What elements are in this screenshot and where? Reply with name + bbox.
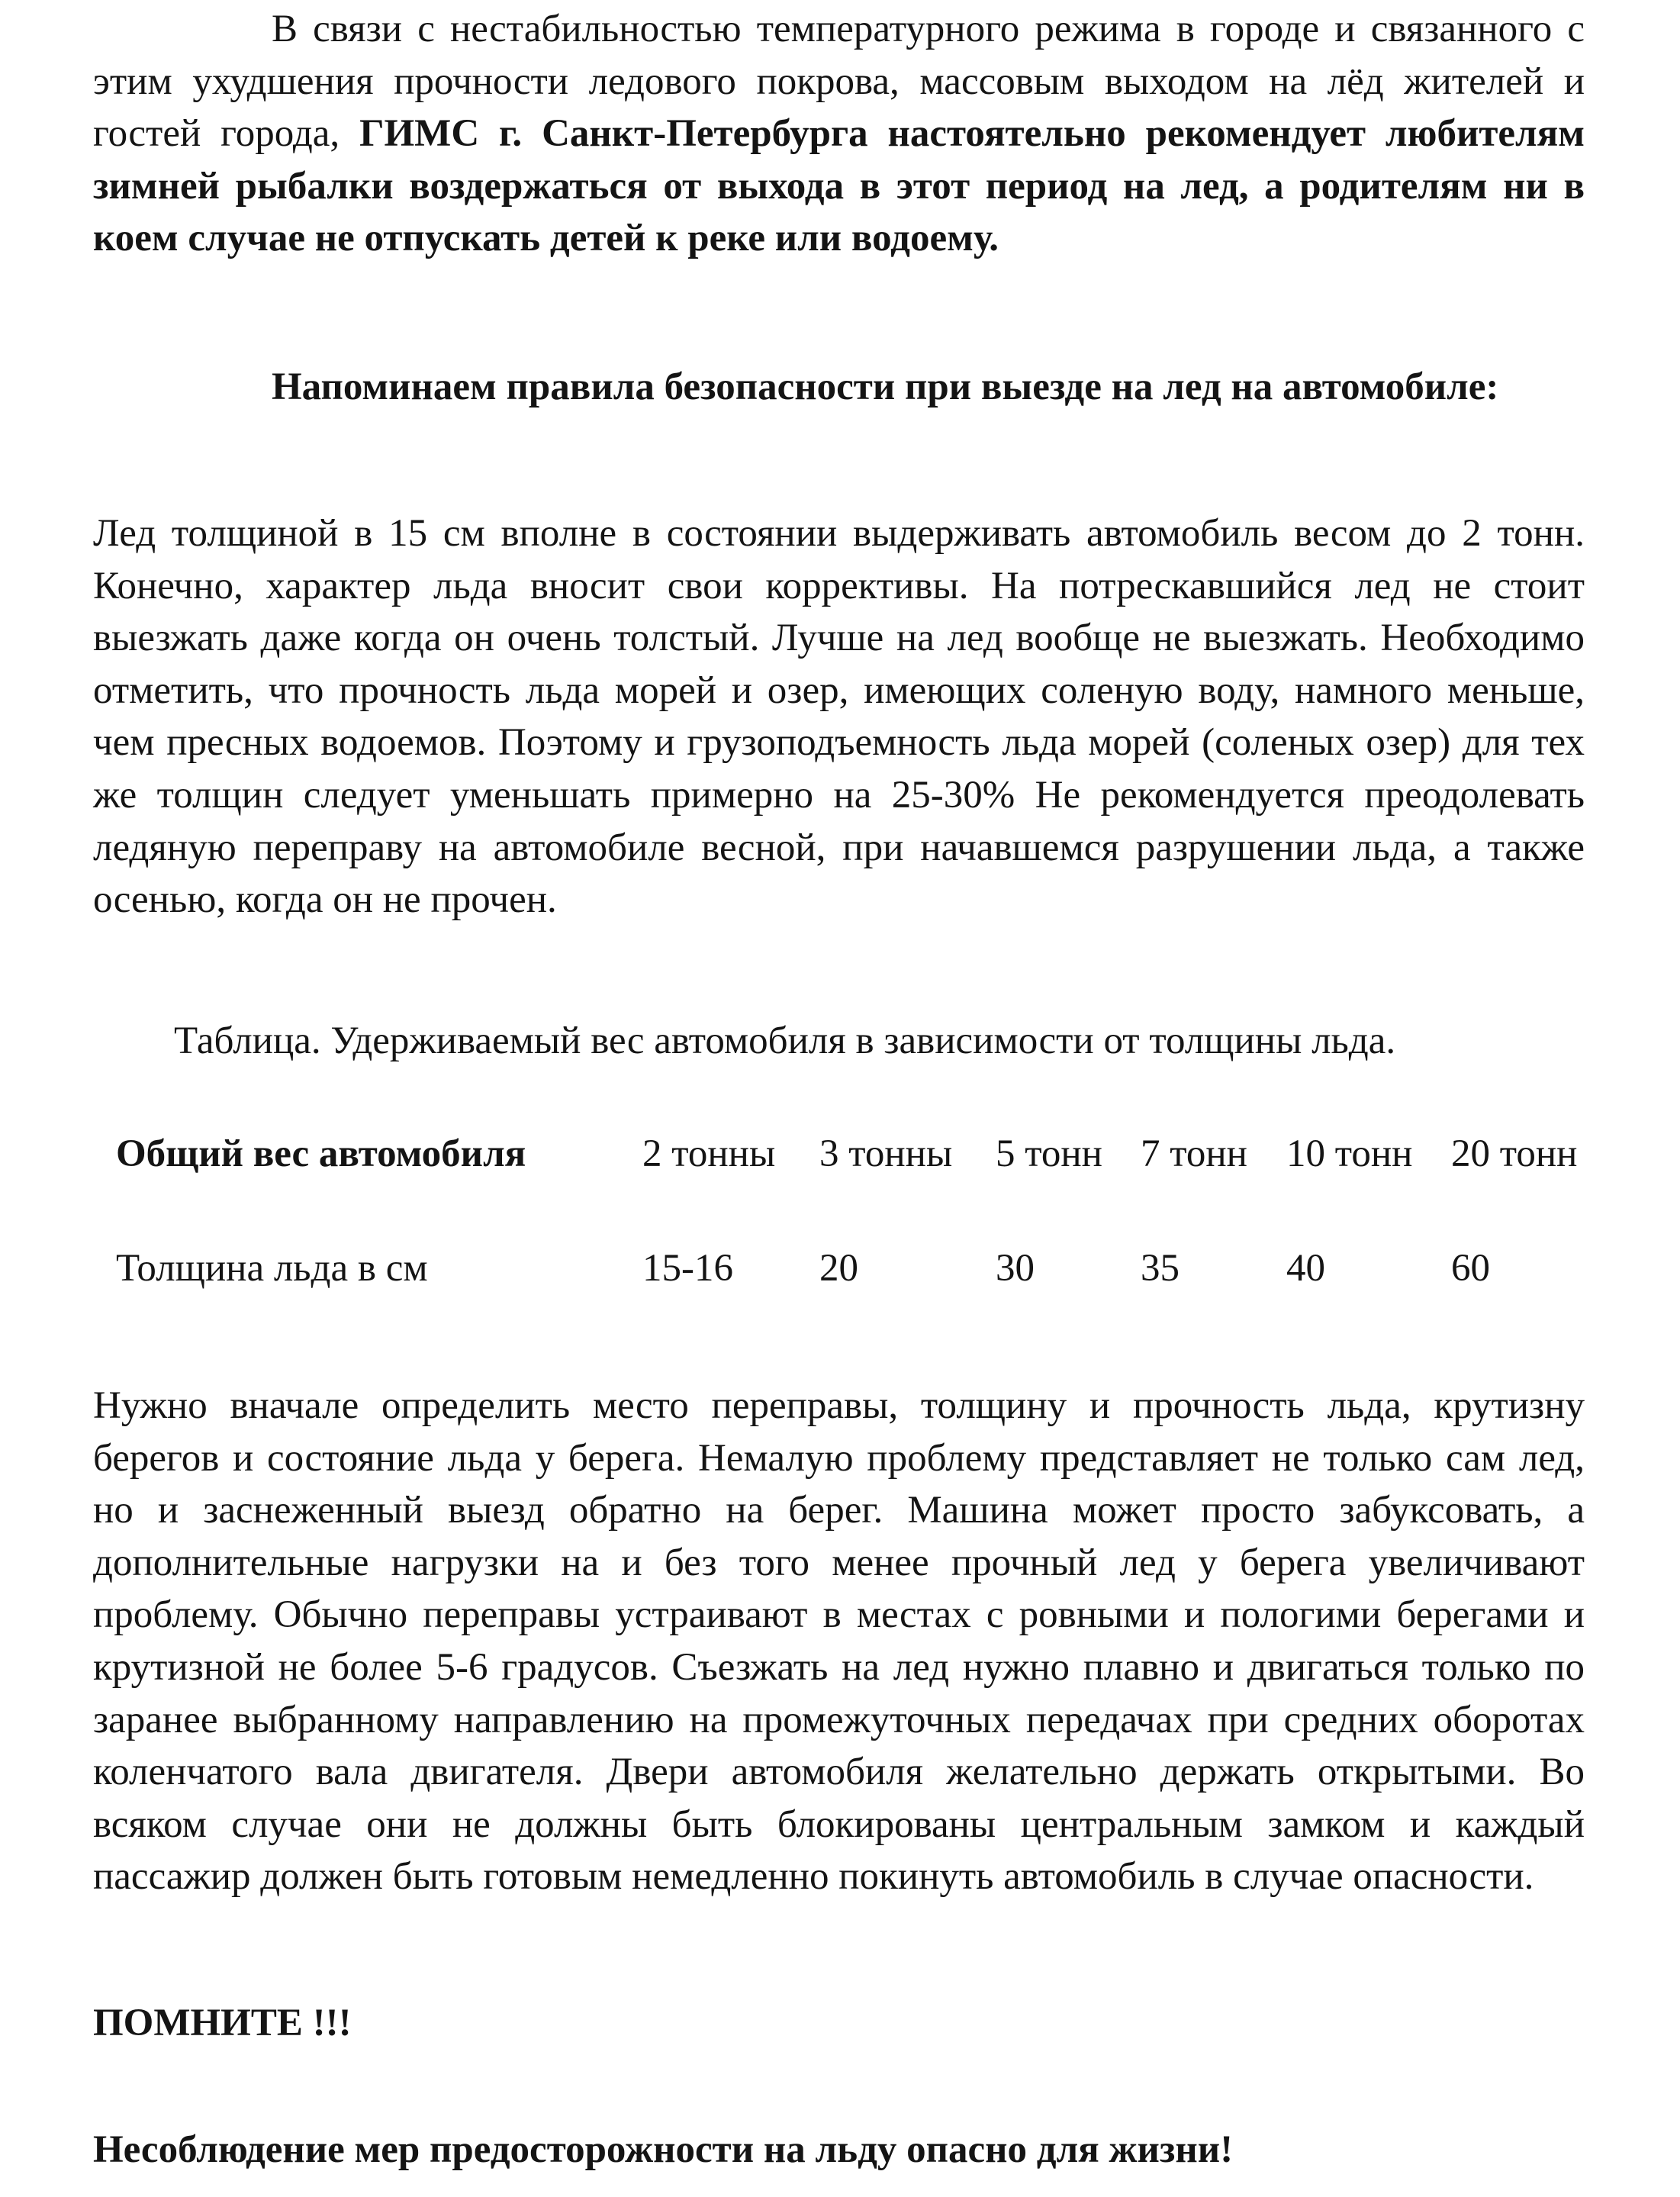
rules-heading: Напоминаем правила безопасности при выезде на лед на автомобиле: [272, 366, 1499, 408]
intro-bold-text: ГИМС г. Санкт-Петербурга настоятельно рекомендует любителям зимней рыбалки воздержаться от выхода в этот период на лед, а родителям ни в коем случае не отпускать детей к реке или водоему. [93, 112, 1585, 260]
remember-heading: ПОМНИТЕ !!! [93, 2002, 352, 2044]
table-cell: 7 тонн [1141, 1132, 1247, 1175]
table-cell: 15-16 [642, 1247, 733, 1290]
table-cell: 30 [996, 1247, 1035, 1290]
row-label-weight: Общий вес автомобиля [116, 1132, 526, 1175]
table-cell: 2 тонны [642, 1132, 776, 1175]
table-cell: 35 [1141, 1247, 1180, 1290]
crossing-paragraph: Нужно вначале определить место переправы, толщину и прочность льда, крутизну берегов и состояние льда у берега. Немалую проблему представляет не только сам лед, но и заснеженный выезд обратно на берег. Машина может просто забуксовать, а дополнительные нагрузки на и без того менее прочный лед у берега увеличивают проблему. Обычно переправы устраивают в местах с ровными и пологими берегами и крутизной не более 5-6 градусов. Съезжать на лед нужно плавно и двигаться только по заранее выбранному направлению на промежуточных передачах при средних оборотах коленчатого вала двигателя. Двери автомобиля желательно держать открытыми. Во всяком случае они не должны быть блокированы центральным замком и каждый пассажир должен быть готовым немедленно покинуть автомобиль в случае опасности. [93, 1384, 1585, 1899]
table-cell: 20 тонн [1451, 1132, 1578, 1175]
intro-paragraph [93, 3, 1585, 265]
table-cell: 20 [819, 1247, 858, 1290]
table-cell: 5 тонн [996, 1132, 1102, 1175]
table-cell: 60 [1451, 1247, 1490, 1290]
table-row-weight [116, 1126, 1581, 1182]
table-row-thickness [116, 1182, 1581, 1291]
weight-thickness-table [116, 1126, 1581, 1291]
table-caption: Таблица. Удерживаемый вес автомобиля в зависимости от толщины льда. [174, 1020, 1396, 1062]
final-warning: Несоблюдение мер предосторожности на льду опасно для жизни! [93, 2128, 1234, 2171]
row-label-thickness: Толщина льда в см [116, 1247, 428, 1290]
table-cell: 3 тонны [819, 1132, 953, 1175]
table-cell: 10 тонн [1286, 1132, 1413, 1175]
ice-thickness-paragraph: Лед толщиной в 15 см вполне в состоянии выдерживать автомобиль весом до 2 тонн. Конечно, характер льда вносит свои коррективы. На потрескавшийся лед не стоит выезжать даже когда он очень толстый. Лучше на лед вообще не выезжать. Необходимо отметить, что прочность льда морей и озер, имеющих соленую воду, намного меньше, чем пресных водоемов. Поэтому и грузоподъемность льда морей (соленых озер) для тех же толщин следует уменьшать примерно на 25-30% Не рекомендуется преодолевать ледяную переправу на автомобиле весной, при начавшемся разрушении льда, а также осенью, когда он не прочен. [93, 512, 1585, 922]
table-cell: 40 [1286, 1247, 1325, 1290]
document-page [93, 0, 1585, 2197]
intro-text: В связи с нестабильностью температурного режима в городе и связанного с этим ухудшения прочности ледового покрова, массовым выходом на лёд жителей и гостей города, [93, 8, 1585, 156]
